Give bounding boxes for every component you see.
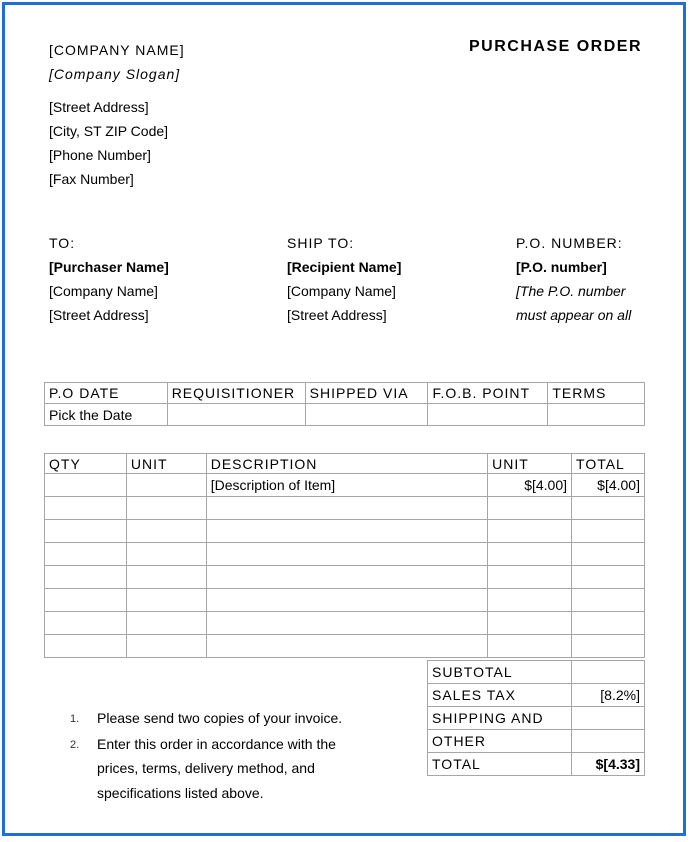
company-name: [COMPANY NAME]: [49, 42, 185, 58]
company-street: [Street Address]: [49, 99, 149, 115]
header-fob-point: F.O.B. POINT: [428, 383, 548, 404]
header-qty: QTY: [45, 454, 127, 474]
total-label: TOTAL: [428, 753, 572, 776]
company-fax: [Fax Number]: [49, 171, 134, 187]
unit-cell[interactable]: [126, 612, 206, 635]
company-city: [City, ST ZIP Code]: [49, 123, 169, 139]
note-number: 2.: [70, 738, 80, 751]
other-value: [572, 730, 645, 753]
header-shipped-via: SHIPPED VIA: [305, 383, 428, 404]
ship-to-label: SHIP TO:: [287, 235, 355, 251]
description-cell[interactable]: [206, 635, 487, 658]
header-terms: TERMS: [548, 383, 645, 404]
unit-price-cell[interactable]: [488, 589, 572, 612]
header-requisitioner: REQUISITIONER: [167, 383, 305, 404]
description-cell[interactable]: [206, 497, 487, 520]
unit-cell[interactable]: [126, 474, 206, 497]
note-text: Please send two copies of your invoice.: [97, 710, 343, 726]
to-label: TO:: [49, 235, 76, 251]
note-text: Enter this order in accordance with the prices, terms, delivery method, and specifications listed above.: [97, 735, 336, 801]
description-cell[interactable]: [206, 566, 487, 589]
note-number: 1.: [70, 713, 80, 725]
shipping-label: SHIPPING AND: [428, 707, 572, 730]
document-title: PURCHASE ORDER: [469, 38, 643, 55]
header-po-date: P.O DATE: [45, 383, 168, 404]
company-slogan: [Company Slogan]: [49, 66, 181, 82]
unit-price-cell[interactable]: $[4.00]: [488, 474, 572, 497]
fob-point-field[interactable]: [428, 404, 548, 426]
items-table: [44, 453, 645, 658]
subtotal-value: [572, 661, 645, 684]
qty-cell[interactable]: [45, 497, 127, 520]
po-number-label: P.O. NUMBER:: [516, 235, 623, 251]
unit-price-cell[interactable]: [488, 543, 572, 566]
ship-to-recipient-name: [Recipient Name]: [287, 259, 402, 275]
company-phone: [Phone Number]: [49, 147, 151, 163]
qty-cell[interactable]: [45, 474, 127, 497]
ship-to-company-name: [Company Name]: [287, 283, 396, 299]
requisitioner-field[interactable]: [167, 404, 305, 426]
description-cell[interactable]: [206, 612, 487, 635]
table-row: [45, 474, 645, 497]
po-note-line-2: must appear on all: [516, 307, 632, 323]
header-unit-price: UNIT: [488, 454, 572, 474]
terms-field[interactable]: [548, 404, 645, 426]
total-cell[interactable]: [572, 589, 645, 612]
sales-tax-value[interactable]: [8.2%]: [572, 684, 645, 707]
header-unit: UNIT: [126, 454, 206, 474]
table-row: [45, 589, 645, 612]
unit-cell[interactable]: [126, 543, 206, 566]
unit-cell[interactable]: [126, 635, 206, 658]
totals-table: [427, 660, 645, 776]
table-row: [45, 497, 645, 520]
table-row: [45, 612, 645, 635]
sales-tax-label: SALES TAX: [428, 684, 572, 707]
description-cell[interactable]: [206, 543, 487, 566]
order-info-table: [44, 382, 645, 426]
table-row: [45, 566, 645, 589]
unit-cell[interactable]: [126, 566, 206, 589]
ship-to-street-address: [Street Address]: [287, 307, 387, 323]
notes-list: [70, 706, 357, 805]
total-value: $[4.33]: [572, 753, 645, 776]
unit-price-cell[interactable]: [488, 520, 572, 543]
header-total: TOTAL: [572, 454, 645, 474]
unit-cell[interactable]: [126, 520, 206, 543]
unit-cell[interactable]: [126, 589, 206, 612]
total-cell[interactable]: [572, 566, 645, 589]
shipped-via-field[interactable]: [305, 404, 428, 426]
header-description: DESCRIPTION: [206, 454, 487, 474]
other-label: OTHER: [428, 730, 572, 753]
qty-cell[interactable]: [45, 520, 127, 543]
note-item: [70, 732, 357, 806]
total-cell[interactable]: [572, 612, 645, 635]
total-cell[interactable]: [572, 543, 645, 566]
po-date-field[interactable]: Pick the Date: [45, 404, 168, 426]
qty-cell[interactable]: [45, 543, 127, 566]
description-cell[interactable]: [206, 520, 487, 543]
table-row: [45, 520, 645, 543]
po-number-value: [P.O. number]: [516, 259, 607, 275]
unit-price-cell[interactable]: [488, 566, 572, 589]
unit-cell[interactable]: [126, 497, 206, 520]
table-row: [45, 543, 645, 566]
unit-price-cell[interactable]: [488, 635, 572, 658]
qty-cell[interactable]: [45, 612, 127, 635]
description-cell[interactable]: [Description of Item]: [206, 474, 487, 497]
po-note-line-1: [The P.O. number: [516, 283, 626, 299]
total-cell[interactable]: [572, 635, 645, 658]
description-cell[interactable]: [206, 589, 487, 612]
to-company-name: [Company Name]: [49, 283, 158, 299]
unit-price-cell[interactable]: [488, 497, 572, 520]
shipping-value[interactable]: [572, 707, 645, 730]
total-cell[interactable]: [572, 497, 645, 520]
to-street-address: [Street Address]: [49, 307, 149, 323]
qty-cell[interactable]: [45, 566, 127, 589]
note-item: [70, 706, 357, 732]
table-row: [45, 635, 645, 658]
qty-cell[interactable]: [45, 635, 127, 658]
total-cell[interactable]: [572, 520, 645, 543]
unit-price-cell[interactable]: [488, 612, 572, 635]
qty-cell[interactable]: [45, 589, 127, 612]
total-cell[interactable]: $[4.00]: [572, 474, 645, 497]
subtotal-label: SUBTOTAL: [428, 661, 572, 684]
to-purchaser-name: [Purchaser Name]: [49, 259, 169, 275]
